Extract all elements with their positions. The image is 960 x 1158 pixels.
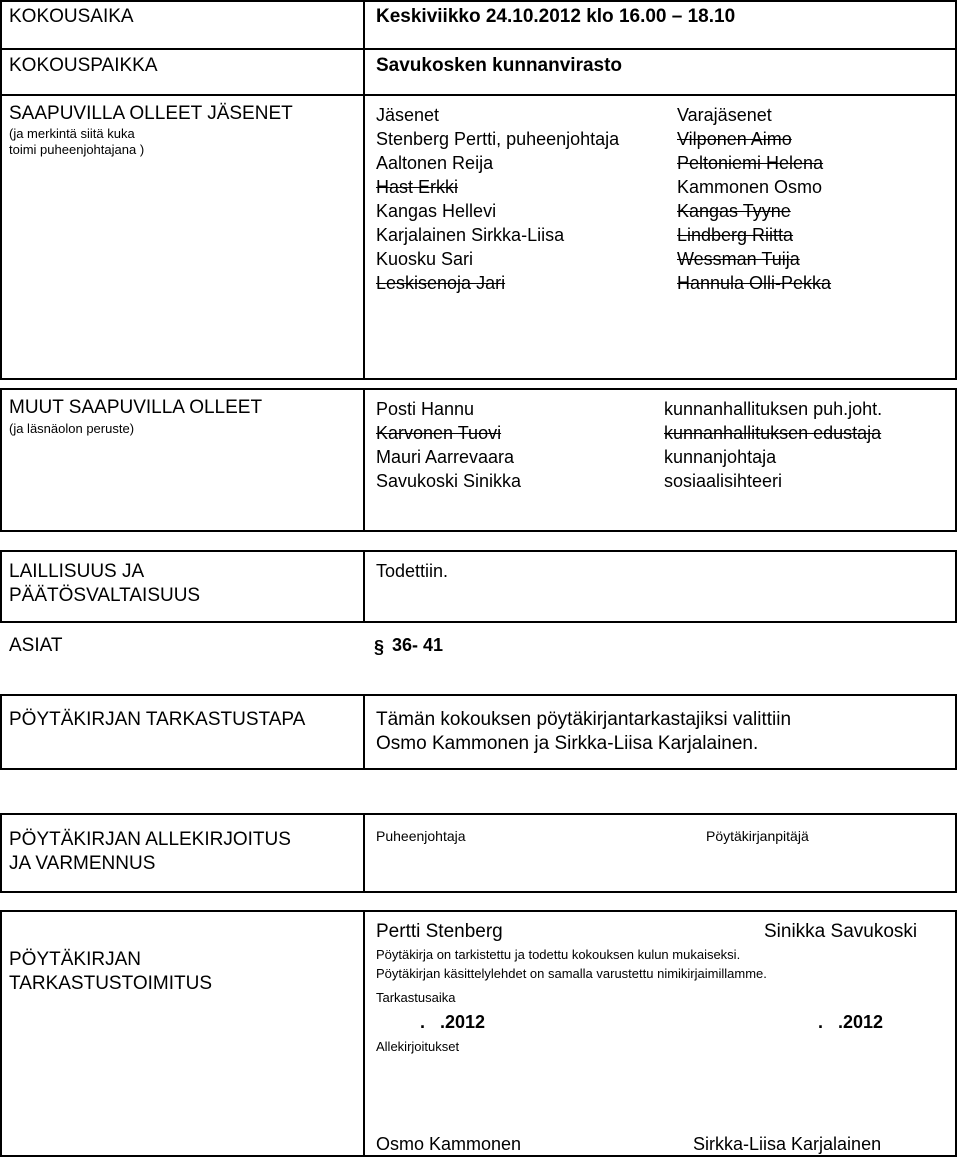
others-role: kunnanhallituksen puh.joht. [664, 399, 883, 419]
secretary-name: Sinikka Savukoski [764, 921, 918, 942]
deputy-item-absent: Vilponen Aimo [677, 129, 792, 149]
others-role: sosiaalisihteeri [664, 471, 783, 491]
inspection-label-cell [0, 910, 365, 1157]
deputy-item-absent: Peltoniemi Helena [677, 153, 824, 173]
others-role: kunnanjohtaja [664, 447, 777, 467]
signature-label-1: PÖYTÄKIRJAN ALLEKIRJOITUS [9, 829, 291, 850]
section-symbol: § [374, 637, 385, 657]
member-item: Karjalainen Sirkka-Liisa [376, 225, 565, 245]
member-item: Aaltonen Reija [376, 153, 494, 173]
member-item-absent: Leskisenoja Jari [376, 273, 506, 293]
chair-name: Pertti Stenberg [376, 921, 503, 942]
inspection-signatures-label: Allekirjoitukset [376, 1039, 460, 1054]
inspection-method-line-1: Tämän kokouksen pöytäkirjantarkastajiksi valittiin [376, 709, 792, 730]
meeting-place-value: Savukosken kunnanvirasto [376, 55, 623, 76]
inspection-statement-2: Pöytäkirjan käsittelylehdet on samalla varustettu nimikirjaimillamme. [376, 966, 767, 981]
legality-value-cell [363, 550, 957, 623]
deputy-item: Kammonen Osmo [677, 177, 823, 197]
member-item: Kangas Hellevi [376, 201, 497, 221]
inspection-method-value-cell [363, 694, 957, 770]
member-item-absent: Hast Erkki [376, 177, 459, 197]
member-item: Kuosku Sari [376, 249, 474, 269]
deputies-header: Varajäsenet [677, 105, 772, 125]
inspection-method-line-2: Osmo Kammonen ja Sirkka-Liisa Karjalainen. [376, 733, 759, 754]
inspection-label-2: TARKASTUSTOIMITUS [9, 973, 213, 994]
inspection-method-label: PÖYTÄKIRJAN TARKASTUSTAPA [9, 709, 306, 730]
others-name-absent: Karvonen Tuovi [376, 423, 502, 443]
others-name: Savukoski Sinikka [376, 471, 522, 491]
deputy-item-absent: Lindberg Riitta [677, 225, 794, 245]
legality-label-1: LAILLISUUS JA [9, 561, 145, 582]
deputy-item-absent: Kangas Tyyne [677, 201, 791, 221]
legality-value: Todettiin. [376, 561, 449, 581]
present-note-2: toimi puheenjohtajana ) [9, 142, 145, 157]
legality-label-2: PÄÄTÖSVALTAISUUS [9, 585, 201, 606]
others-role-absent: kunnanhallituksen edustaja [664, 423, 882, 443]
chair-title: Puheenjohtaja [376, 828, 466, 844]
deputy-item-absent: Hannula Olli-Pekka [677, 273, 832, 293]
meeting-time-value: Keskiviikko 24.10.2012 klo 16.00 – 18.10 [376, 6, 736, 27]
member-item: Stenberg Pertti, puheenjohtaja [376, 129, 620, 149]
meeting-time-label: KOKOUSAIKA [9, 6, 134, 27]
signature-value-cell [363, 813, 957, 893]
inspector-2-name: Sirkka-Liisa Karjalainen [693, 1134, 882, 1154]
secretary-title: Pöytäkirjanpitäjä [706, 828, 809, 844]
signature-label-2: JA VARMENNUS [9, 853, 156, 874]
inspection-date-1: . .2012 [420, 1012, 486, 1032]
present-label: SAAPUVILLA OLLEET JÄSENET [9, 103, 293, 124]
inspection-method-label-cell [0, 694, 365, 770]
present-note-1: (ja merkintä siitä kuka [9, 126, 135, 141]
others-name: Mauri Aarrevaara [376, 447, 515, 467]
inspection-label-1: PÖYTÄKIRJAN [9, 949, 141, 970]
inspection-statement-1: Pöytäkirja on tarkistettu ja todettu kokouksen kulun mukaiseksi. [376, 947, 741, 962]
matters-label: ASIAT [9, 635, 63, 656]
deputy-item-absent: Wessman Tuija [677, 249, 800, 269]
meeting-place-label: KOKOUSPAIKKA [9, 55, 158, 76]
inspector-1-name: Osmo Kammonen [376, 1134, 522, 1154]
others-note: (ja läsnäolon peruste) [9, 421, 135, 436]
inspection-date-label: Tarkastusaika [376, 990, 456, 1005]
others-name: Posti Hannu [376, 399, 475, 419]
members-header: Jäsenet [376, 105, 440, 125]
others-label: MUUT SAAPUVILLA OLLEET [9, 397, 263, 418]
matters-value: 36- 41 [392, 635, 444, 655]
inspection-date-2: . .2012 [818, 1012, 884, 1032]
